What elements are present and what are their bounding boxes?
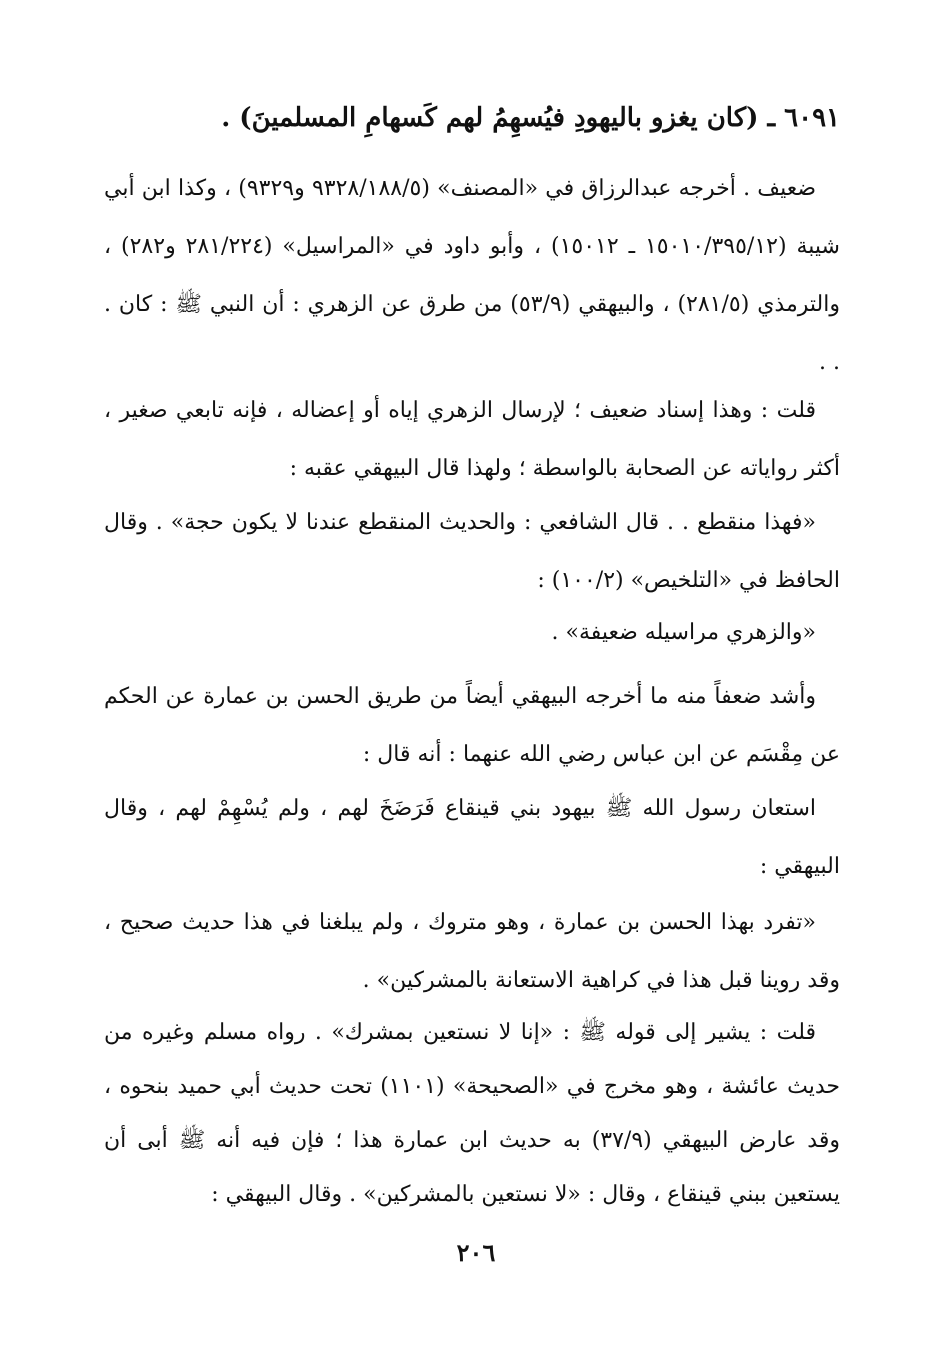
paragraph-narration: استعان رسول الله ﷺ بيهود بني قينقاع فَرَضَخَ لهم ، ولم يُسْهِمْ لهم ، وقال البيهقي : <box>104 796 840 879</box>
paragraph-commentary-3: قلت : يشير إلى قوله ﷺ : «إنا لا نستعين بمشرك» . رواه مسلم وغيره من حديث عائشة ، وهو مخرج في «الصحيحة» (١١٠١) تحت حديث أبي حميد بنحوه ، وقد عارض البيهقي (٣٧/٩) به حديث ابن عمارة هذا ؛ فإن فيه أنه ﷺ أبى أن يستعين ببني قينقاع ، وقال : «لا نستعين بالمشركين» . وقال البيهقي : <box>104 1020 840 1207</box>
paragraph-takhrij: ضعيف . أخرجه عبدالرزاق في «المصنف» (٩٣٢٨/١٨٨/٥ و٩٣٢٩) ، وكذا ابن أبي شيبة (١٥٠١٠/٣٩٥/١٢ ـ ١٥٠١٢) ، وأبو داود في «المراسيل» (٢٨١/٢٢٤ و٢٨٢) ، والترمذي (٢٨١/٥) ، والبيهقي (٥٣/٩) من طرق عن الزهري : أن النبي ﷺ : كان . . . <box>104 176 840 375</box>
paragraph-commentary-2: وأشد ضعفاً منه ما أخرجه البيهقي أيضاً من طريق الحسن بن عمارة عن الحكم عن مِقْسَم عن ابن عباس رضي الله عنهما : أنه قال : <box>104 684 840 767</box>
paragraph-quote-bayhaqi-2: «تفرد بهذا الحسن بن عمارة ، وهو متروك ، ولم يبلغنا في هذا حديث صحيح ، وقد روينا قبل هذا في كراهية الاستعانة بالمشركين» . <box>104 910 840 993</box>
paragraph-quote-zuhri: «والزهري مراسيله ضعيفة» . <box>551 620 816 645</box>
paragraph-quote-bayhaqi-1: «فهذا منقطع . . قال الشافعي : والحديث المنقطع عندنا لا يكون حجة» . وقال الحافظ في «التلخيص» (١٠٠/٢) : <box>104 510 840 593</box>
hadith-heading: ٦٠٩١ ـ (كان يغزو باليهودِ فيُسهِمُ لهم كَسهامِ المسلمينَ) . <box>221 103 840 133</box>
paragraph-commentary-1: قلت : وهذا إسناد ضعيف ؛ لإرسال الزهري إياه أو إعضاله ، فإنه تابعي صغير ، أكثر رواياته عن الصحابة بالواسطة ؛ ولهذا قال البيهقي عقبه : <box>104 398 840 481</box>
page-number: ٢٠٦ <box>456 1238 496 1267</box>
